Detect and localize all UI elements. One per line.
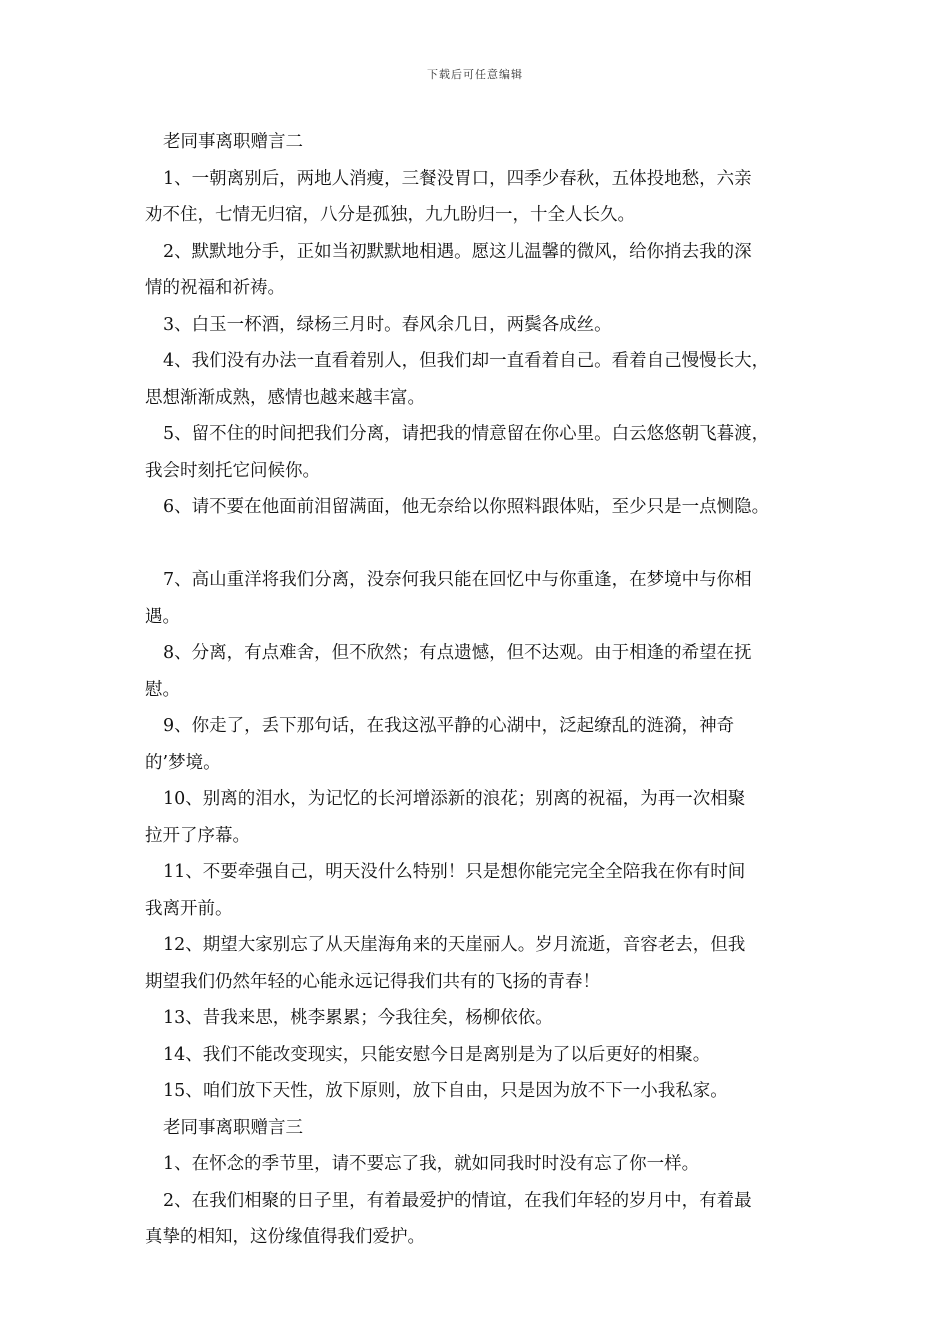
paragraph-line: 情的祝福和祈祷。 xyxy=(145,278,285,298)
paragraph-line: 思想渐渐成熟，感情也越来越丰富。 xyxy=(145,387,425,408)
paragraph-line: 15、咱们放下天性，放下原则，放下自由，只是因为放不下一小我私家。 xyxy=(163,1081,728,1101)
document-body xyxy=(145,124,820,1256)
section-heading: 老同事离职赠言二 xyxy=(163,132,303,152)
section-heading: 老同事离职赠言三 xyxy=(163,1117,303,1138)
paragraph-line: 2、在我们相聚的日子里，有着最爱护的情谊，在我们年轻的岁月中，有着最 xyxy=(163,1190,752,1211)
paragraph-line: 12、期望大家别忘了从天崖海角来的天崖丽人。岁月流逝，音容老去，但我 xyxy=(163,935,746,955)
paragraph-line: 拉开了序幕。 xyxy=(145,825,250,846)
paragraph-line: 6、请不要在他面前泪留满面，他无奈给以你照料跟体贴，至少只是一点恻隐。 xyxy=(163,497,770,517)
paragraph-line: 遇。 xyxy=(145,606,180,627)
paragraph-line: 14、我们不能改变现实，只能安慰今日是离别是为了以后更好的相聚。 xyxy=(163,1044,711,1065)
paragraph-line: 2、默默地分手，正如当初默默地相遇。愿这儿温馨的微风，给你捎去我的深 xyxy=(163,241,752,262)
paragraph-line: 11、不要牵强自己，明天没什么特别！只是想你能完完全全陪我在你有时间 xyxy=(163,862,746,882)
paragraph-line: 7、高山重洋将我们分离，没奈何我只能在回忆中与你重逢，在梦境中与你相 xyxy=(163,570,752,590)
paragraph-line: 我离开前。 xyxy=(145,898,233,919)
paragraph-line: 期望我们仍然年轻的心能永远记得我们共有的飞扬的青春！ xyxy=(145,971,600,992)
paragraph-line: 我会时刻托它问候你。 xyxy=(145,460,320,481)
paragraph-line: 慰。 xyxy=(145,679,180,700)
paragraph-line: 13、昔我来思，桃李累累；今我往矣，杨柳依依。 xyxy=(163,1008,553,1028)
paragraph-line: 劝不住，七情无归宿，八分是孤独，九九盼归一，十全人长久。 xyxy=(145,205,635,225)
paragraph-line: 8、分离，有点难舍，但不欣然；有点遗憾，但不达观。由于相逢的希望在抚 xyxy=(163,643,752,663)
paragraph-line: 5、留不住的时间把我们分离，请把我的情意留在你心里。白云悠悠朝飞暮渡， xyxy=(163,424,770,444)
paragraph-line: 1、一朝离别后，两地人消瘦，三餐没胃口，四季少春秋，五体投地愁，六亲 xyxy=(163,168,752,189)
paragraph-line: 3、白玉一杯酒，绿杨三月时。春风余几日，两鬓各成丝。 xyxy=(163,314,612,335)
paragraph-line: 4、我们没有办法一直看着别人，但我们却一直看着自己。看着自己慢慢长大， xyxy=(163,351,770,371)
paragraph-line: 9、你走了，丢下那句话，在我这泓平静的心湖中，泛起缭乱的涟漪，神奇 xyxy=(163,716,735,736)
blank-line xyxy=(145,526,820,563)
paragraph-line: 的’梦境。 xyxy=(145,752,221,773)
header-note: 下载后可任意编辑 xyxy=(427,68,523,81)
paragraph-line: 1、在怀念的季节里，请不要忘了我，就如同我时时没有忘了你一样。 xyxy=(163,1154,700,1174)
paragraph-line: 真挚的相知，这份缘值得我们爱护。 xyxy=(145,1227,425,1247)
paragraph-line: 10、别离的泪水，为记忆的长河增添新的浪花；别离的祝福，为再一次相聚 xyxy=(163,789,746,809)
